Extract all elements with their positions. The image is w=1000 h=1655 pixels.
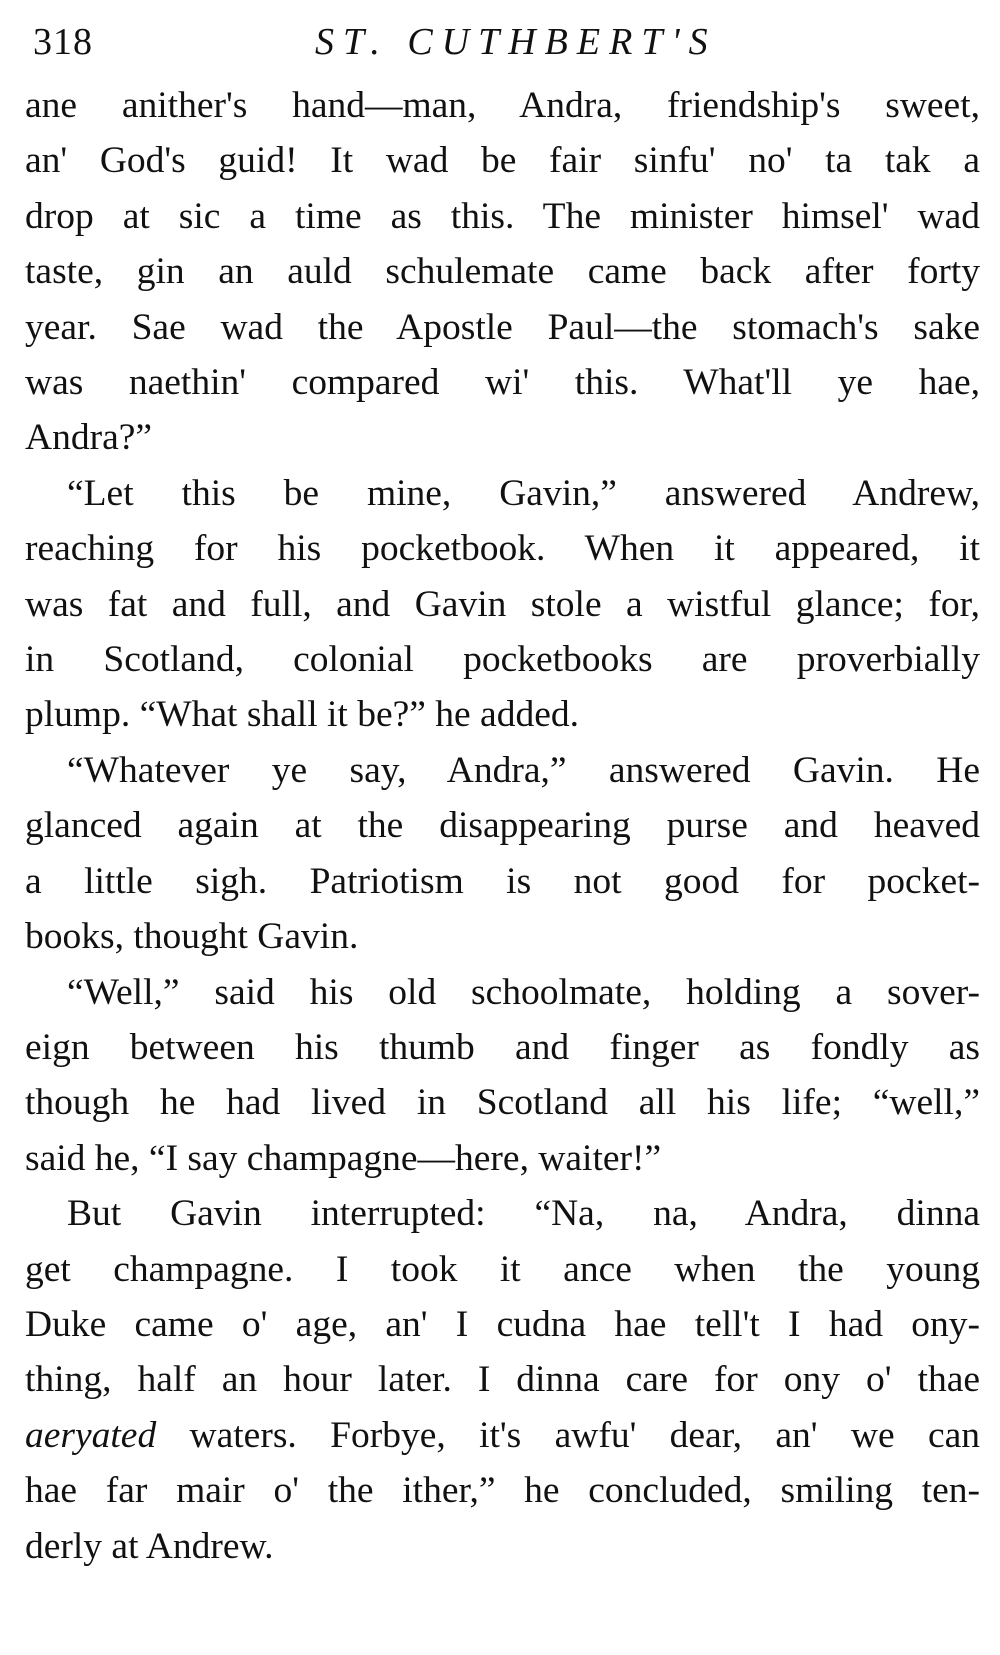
text-line: glanced again at the disappearing purse and heaved: [25, 805, 980, 847]
text-line: year. Sae wad the Apostle Paul—the stomach's sake: [25, 306, 980, 348]
text-line: derly at Andrew.: [25, 1525, 274, 1567]
text-line: a little sigh. Patriotism is not good for pocket-: [25, 860, 980, 902]
text-line: was naethin' compared wi' this. What'll ye hae,: [25, 362, 980, 404]
body-text: [25, 78, 980, 1574]
text-line: books, thought Gavin.: [25, 916, 359, 958]
text-line: was fat and full, and Gavin stole a wistful glance; for,: [25, 583, 980, 625]
text-line: said he, “I say champagne—here, waiter!”: [25, 1137, 662, 1179]
text-line: an' God's guid! It wad be fair sinfu' no' ta tak a: [25, 140, 980, 182]
running-head: ST. CUTHBERT'S: [315, 21, 717, 63]
text-line: get champagne. I took it ance when the young: [25, 1248, 980, 1290]
text-line: taste, gin an auld schulemate came back after forty: [25, 251, 980, 293]
paragraph: [25, 466, 980, 743]
paragraph: [25, 1186, 980, 1574]
page-number: 318: [33, 21, 93, 63]
text-line: plump. “What shall it be?” he added.: [25, 694, 579, 736]
text-line: hae far mair o' the ither,” he concluded, smiling ten-: [25, 1470, 980, 1512]
text-line: aeryated waters. Forbye, it's awfu' dear, an' we can: [25, 1414, 980, 1456]
page-header: [25, 10, 980, 70]
paragraph: [25, 78, 980, 466]
paragraph: [25, 965, 980, 1187]
paragraph: [25, 743, 980, 965]
text-line: Andra?”: [25, 417, 153, 459]
text-line: thing, half an hour later. I dinna care for ony o' thae: [25, 1359, 980, 1401]
text-line: ane anither's hand—man, Andra, friendship's sweet,: [25, 85, 980, 126]
text-line: “Whatever ye say, Andra,” answered Gavin. He: [67, 749, 980, 791]
text-line: drop at sic a time as this. The minister himsel' wad: [25, 195, 980, 237]
text-line: reaching for his pocketbook. When it appeared, it: [25, 528, 980, 570]
text-line: though he had lived in Scotland all his life; “well,”: [25, 1082, 980, 1124]
text-line: in Scotland, colonial pocketbooks are proverbially: [25, 639, 980, 681]
text-line: “Let this be mine, Gavin,” answered Andrew,: [67, 472, 980, 514]
italic-word: aeryated: [25, 1414, 157, 1456]
text-line: “Well,” said his old schoolmate, holding a sover-: [67, 971, 980, 1013]
text-line: Duke came o' age, an' I cudna hae tell't I had ony-: [25, 1303, 980, 1345]
text-line: eign between his thumb and finger as fondly as: [25, 1026, 980, 1068]
text-line: But Gavin interrupted: “Na, na, Andra, dinna: [67, 1193, 980, 1235]
